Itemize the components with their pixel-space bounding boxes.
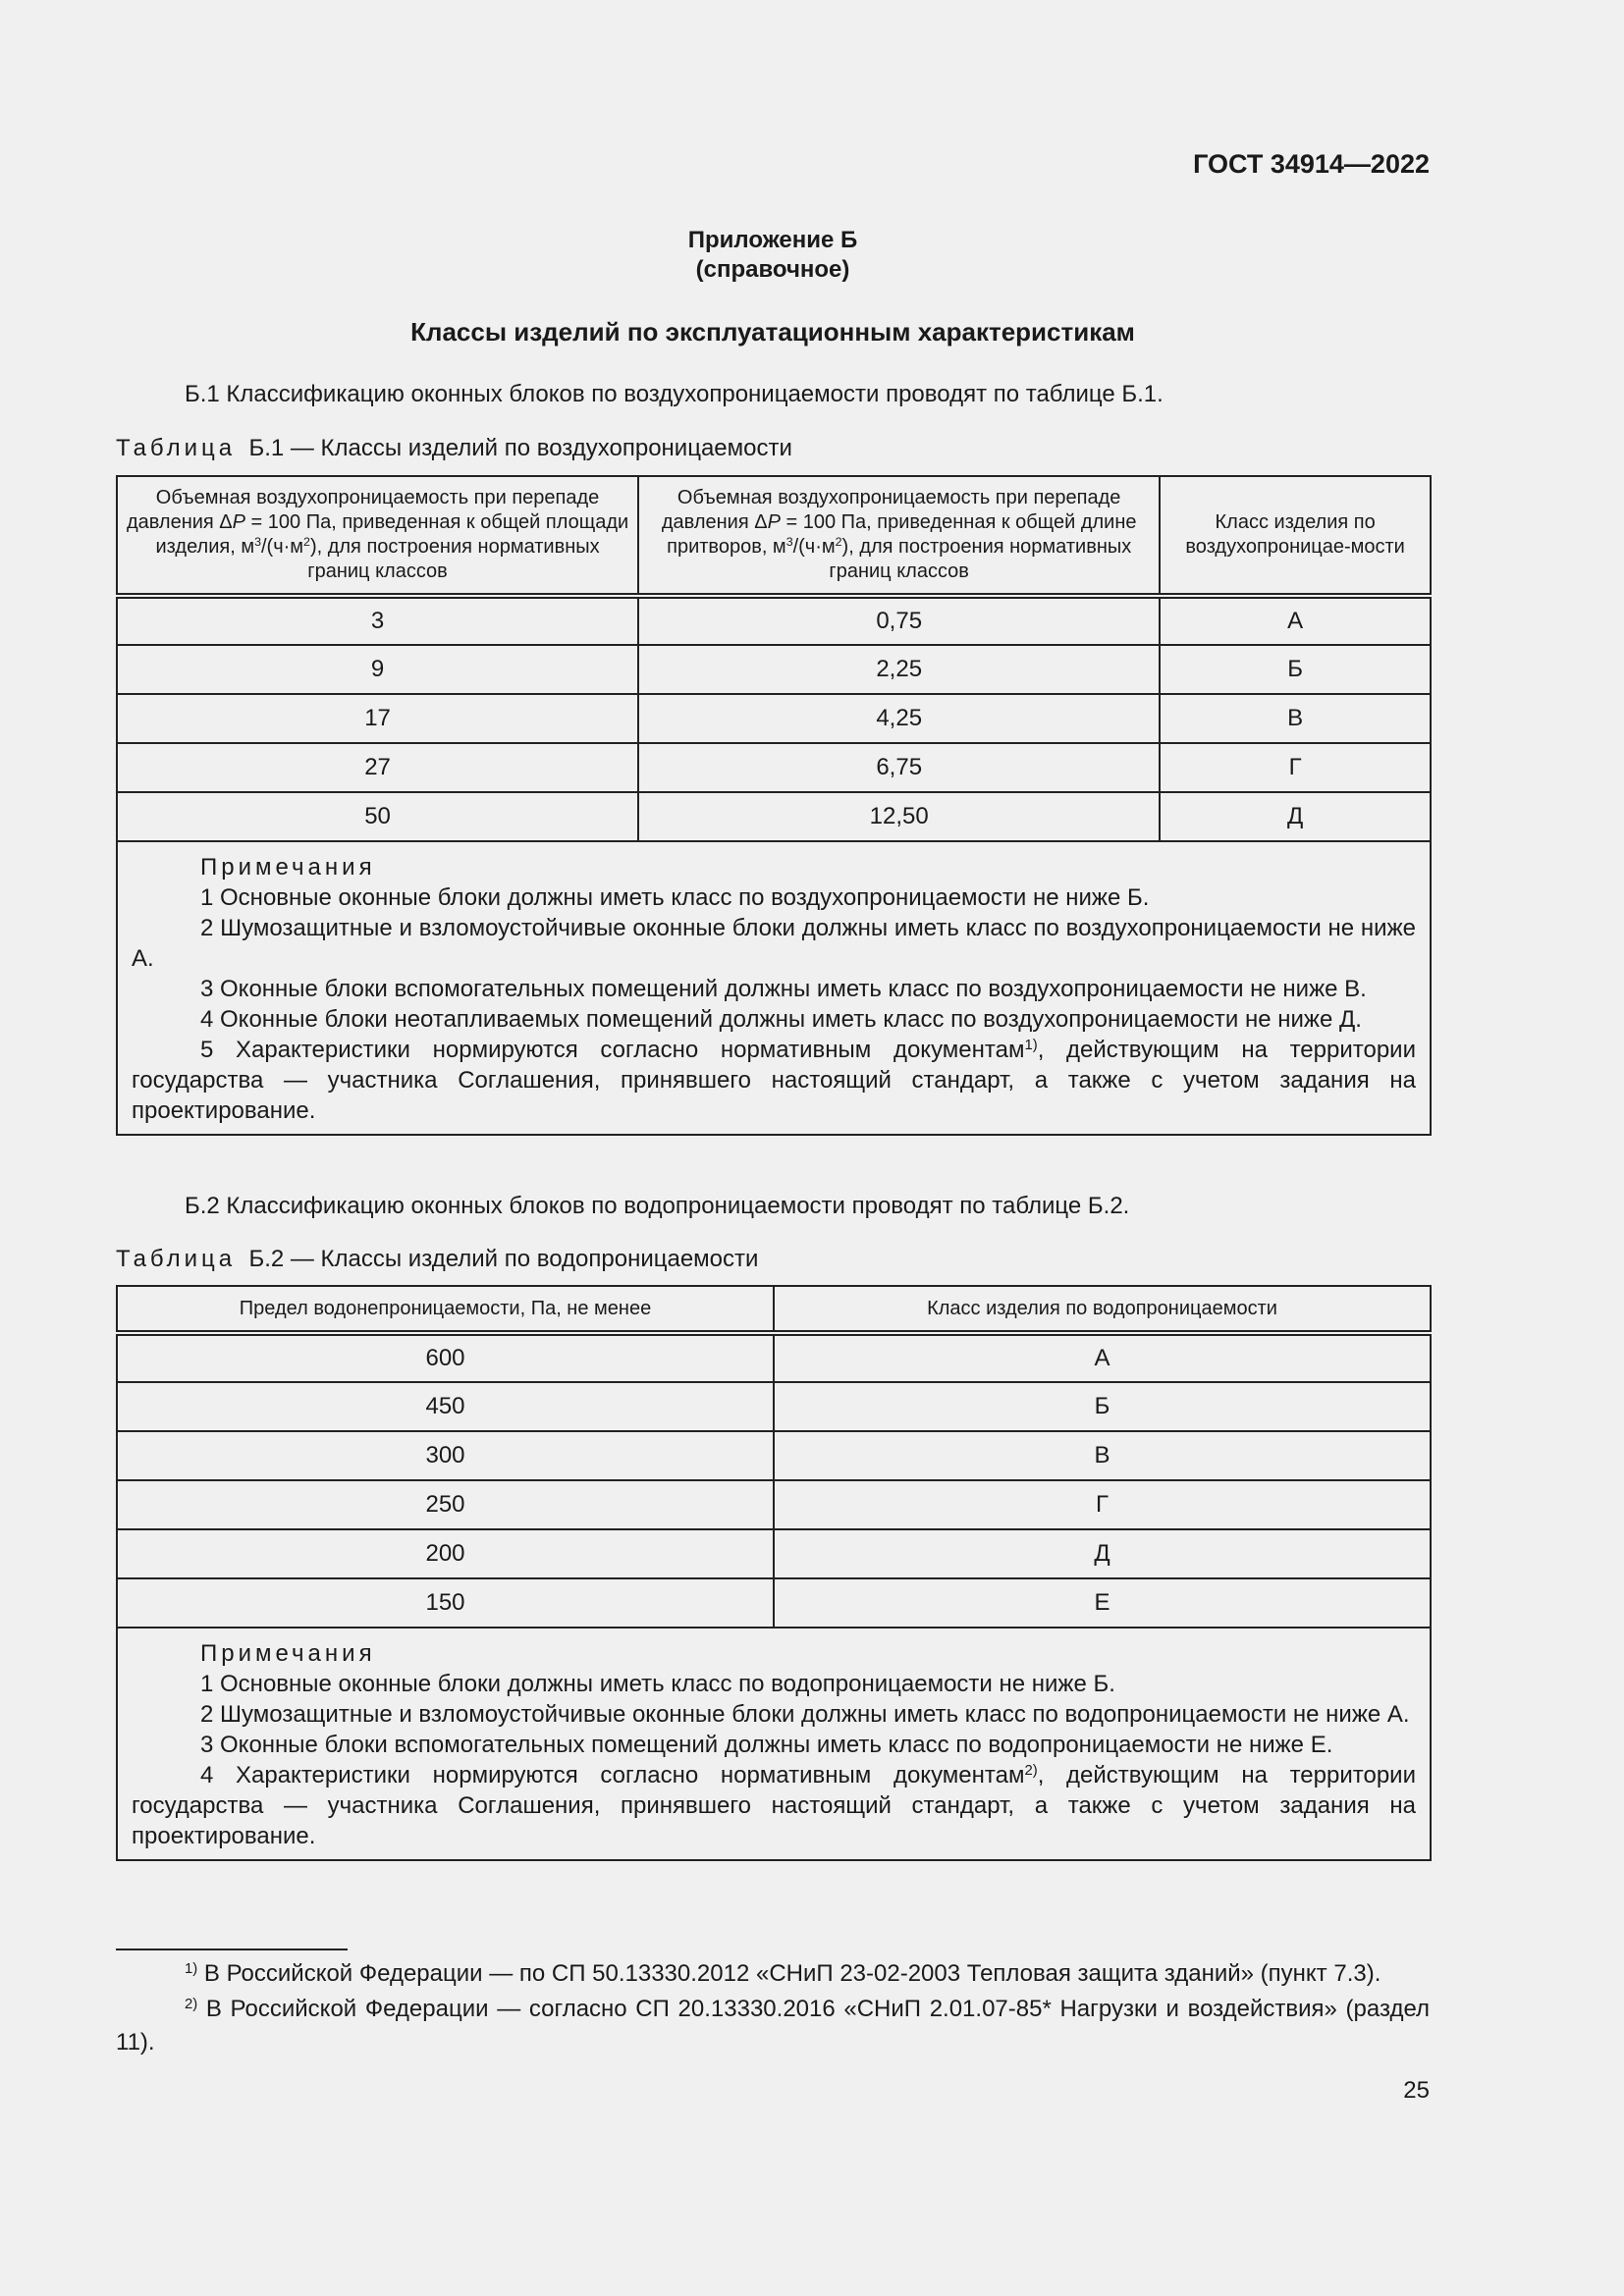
b1-caption-text: Б.1 — Классы изделий по воздухопроницаемости (248, 435, 792, 461)
footnote-mark: 1) (185, 1960, 198, 1977)
table-cell: А (1160, 596, 1431, 645)
table-row (117, 1480, 1431, 1529)
note-item: 1 Основные оконные блоки должны иметь класс по водопроницаемости не ниже Б. (200, 1671, 1115, 1697)
table-row (117, 743, 1431, 792)
table-b2-notes-row (117, 1628, 1431, 1860)
b2-intro: Б.2 Классификацию оконных блоков по водопроницаемости проводят по таблице Б.2. (185, 1193, 1130, 1219)
table-cell: Г (1160, 743, 1431, 792)
table-row (117, 1382, 1431, 1431)
table-cell: 200 (117, 1529, 774, 1578)
note-item: 5 Характеристики нормируются согласно нормативным документам$^{1)}$, действующим на территории государства — участника Соглашения, принявшего настоящий стандарт, а также с учетом задания на проектирование. (132, 1037, 1416, 1124)
table-cell: 150 (117, 1578, 774, 1628)
table-row (117, 645, 1431, 694)
table-cell: Д (1160, 792, 1431, 841)
note-item: 4 Оконные блоки неотапливаемых помещений должны иметь класс по воздухопроницаемости не ниже Д. (200, 1006, 1362, 1033)
table-b1-header (117, 476, 1431, 596)
note-item: 2 Шумозащитные и взломоустойчивые оконные блоки должны иметь класс по водопроницаемости не ниже А. (200, 1701, 1410, 1728)
b2-header-col2: Класс изделия по водопроницаемости (774, 1286, 1431, 1333)
footnote-ref: 2) (1024, 1762, 1038, 1779)
table-cell: 4,25 (638, 694, 1160, 743)
table-cell: 450 (117, 1382, 774, 1431)
table-cell: 12,50 (638, 792, 1160, 841)
table-row (117, 694, 1431, 743)
table-cell: А (774, 1333, 1431, 1382)
notes-title: Примечания (200, 1640, 376, 1667)
b2-caption (116, 1244, 758, 1274)
note-item: 3 Оконные блоки вспомогательных помещений должны иметь класс по воздухопроницаемости не ниже В. (200, 976, 1367, 1002)
table-cell: 300 (117, 1431, 774, 1480)
note-item: 4 Характеристики нормируются согласно нормативным документам$^{2)}$, действующим на территории государства — участника Соглашения, принявшего настоящий стандарт, а также с учетом задания на проектирование. (132, 1762, 1416, 1849)
appendix-title: Приложение Б (687, 227, 858, 253)
table-row (117, 1431, 1431, 1480)
table-b1-notes (117, 841, 1431, 1135)
table-cell: 50 (117, 792, 638, 841)
table-row (117, 792, 1431, 841)
table-cell: 600 (117, 1333, 774, 1382)
footnote-2: $^{2)}$ В Российской Федерации — согласно СП 20.13330.2016 «СНиП 2.01.07-85* Нагрузки и воздействия» (раздел 11). (116, 1996, 1430, 2056)
table-row (117, 1578, 1431, 1628)
table-cell: 9 (117, 645, 638, 694)
table-cell: В (1160, 694, 1431, 743)
b1-intro: Б.1 Классификацию оконных блоков по воздухопроницаемости проводят по таблице Б.1. (185, 381, 1164, 407)
table-cell: В (774, 1431, 1431, 1480)
footnote-separator (116, 1949, 348, 1950)
standard-id: ГОСТ 34914—2022 (1193, 149, 1430, 179)
table-cell: 17 (117, 694, 638, 743)
page-number: 25 (1403, 2077, 1430, 2104)
note-item: 2 Шумозащитные и взломоустойчивые оконные блоки должны иметь класс по воздухопроницаемости не ниже А. (132, 915, 1416, 972)
note-item: 1 Основные оконные блоки должны иметь класс по воздухопроницаемости не ниже Б. (200, 884, 1150, 911)
footnote-ref: 1) (1024, 1037, 1038, 1053)
notes-title: Примечания (200, 854, 376, 881)
table-row (117, 1333, 1431, 1382)
b1-caption (116, 433, 792, 463)
footnote-mark: 2) (185, 1996, 198, 2012)
table-cell: 250 (117, 1480, 774, 1529)
b1-header-col2: Объемная воздухопроницаемость при перепаде давления ΔP = 100 Па, приведенная к общей длине притворов, $м^3/(ч\cdot м^2)$, для построения нормативных границ классов (638, 476, 1160, 596)
table-row (117, 596, 1431, 645)
table-cell: 2,25 (638, 645, 1160, 694)
b2-caption-word: Таблица (116, 1246, 237, 1272)
table-cell: 6,75 (638, 743, 1160, 792)
table-cell: Д (774, 1529, 1431, 1578)
table-cell: Е (774, 1578, 1431, 1628)
appendix-heading (116, 226, 1430, 285)
section-title: Классы изделий по эксплуатационным характеристикам (410, 317, 1135, 347)
b2-header-col1: Предел водонепроницаемости, Па, не менее (117, 1286, 774, 1333)
table-cell: Б (774, 1382, 1431, 1431)
appendix-subtitle: (справочное) (695, 256, 850, 283)
b1-header-col3: Класс изделия по воздухопроницае-мости (1160, 476, 1431, 596)
b1-header-col1: Объемная воздухопроницаемость при перепаде давления ΔP = 100 Па, приведенная к общей площади изделия, $м^3/(ч\cdot м^2)$, для построения нормативных границ классов (117, 476, 638, 596)
footnote-1: $^{1)}$ В Российской Федерации — по СП 50.13330.2012 «СНиП 23-02-2003 Тепловая защита зданий» (пункт 7.3). (185, 1960, 1381, 1987)
table-cell: 3 (117, 596, 638, 645)
table-b1-notes-row (117, 841, 1431, 1135)
table-b1 (116, 475, 1432, 1136)
table-cell: Б (1160, 645, 1431, 694)
note-item: 3 Оконные блоки вспомогательных помещений должны иметь класс по водопроницаемости не ниже Е. (200, 1732, 1333, 1758)
table-row (117, 1529, 1431, 1578)
table-b2-header (117, 1286, 1431, 1333)
table-b2-notes (117, 1628, 1431, 1860)
table-cell: Г (774, 1480, 1431, 1529)
b2-caption-text: Б.2 — Классы изделий по водопроницаемости (248, 1246, 759, 1272)
table-cell: 0,75 (638, 596, 1160, 645)
b1-caption-word: Таблица (116, 435, 237, 461)
table-cell: 27 (117, 743, 638, 792)
table-b2 (116, 1285, 1432, 1861)
